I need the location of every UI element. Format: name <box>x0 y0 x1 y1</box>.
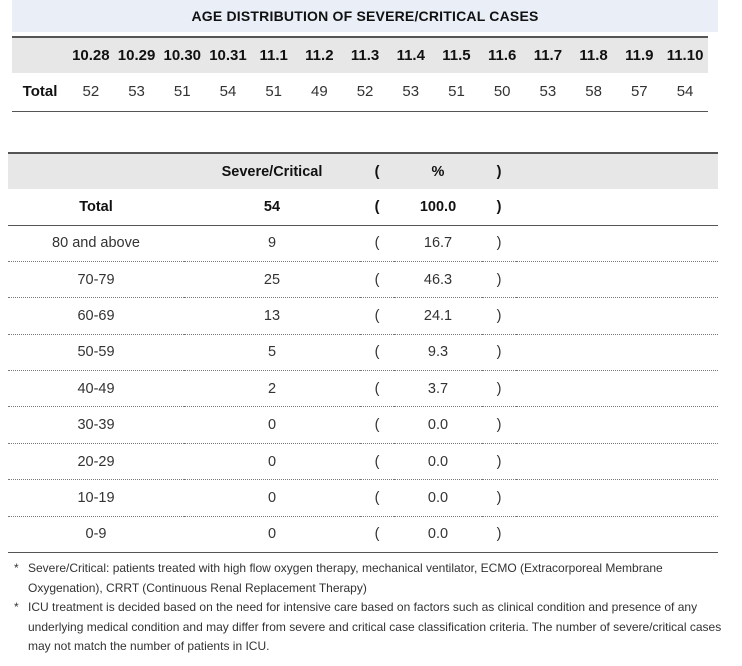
daily-value: 54 <box>219 83 237 101</box>
age-band-count: 0 <box>267 489 277 506</box>
age-band-count: 25 <box>263 271 281 288</box>
date-header: 10.28 <box>72 47 110 64</box>
age-band-label: 50-59 <box>77 344 115 361</box>
date-header: 11.7 <box>533 47 563 64</box>
age-row <box>8 516 718 552</box>
date-header: 11.10 <box>666 47 704 64</box>
footnote-text: ICU treatment is decided based on the need for intensive care based on factors such as clinical condition and presence of any underlying medical condition and may differ from severe and critical case classification criteria. The number of severe/critical cases may not match the number of patients in ICU. <box>28 600 722 653</box>
daily-value: 57 <box>630 83 648 101</box>
age-band-pct: 16.7 <box>423 235 453 252</box>
daily-total-table <box>12 36 708 112</box>
date-header: 11.4 <box>396 47 425 64</box>
date-header: 10.30 <box>163 47 202 64</box>
age-row <box>8 480 718 516</box>
daily-value: 51 <box>173 83 191 101</box>
age-band-label: 80 and above <box>52 235 140 252</box>
open-paren: ( <box>374 271 380 288</box>
daily-value: 58 <box>585 83 602 101</box>
daily-total-row <box>12 73 708 111</box>
age-total-count: 54 <box>263 198 281 215</box>
footnote-asterisk: * <box>14 561 19 575</box>
age-row <box>8 334 718 370</box>
close-paren: ) <box>496 526 502 543</box>
open-paren: ( <box>374 489 380 506</box>
age-band-count: 13 <box>263 307 281 324</box>
close-paren: ) <box>496 271 502 288</box>
age-row <box>8 407 718 443</box>
daily-value: 53 <box>128 83 145 101</box>
daily-header-row <box>12 37 708 73</box>
footnote-icu <box>14 598 726 657</box>
date-header: 11.1 <box>259 47 288 64</box>
daily-value: 53 <box>539 83 557 101</box>
daily-header-corner <box>12 37 68 73</box>
severe-critical-header: Severe/Critical <box>221 163 323 180</box>
footnotes <box>14 559 726 657</box>
daily-value: 53 <box>402 83 420 101</box>
age-total-pct: 100.0 <box>419 198 457 215</box>
daily-value: 49 <box>311 83 328 101</box>
open-paren: ( <box>374 526 380 543</box>
daily-row-label: Total <box>22 83 58 101</box>
age-row <box>8 371 718 407</box>
open-paren: ( <box>374 453 380 470</box>
close-paren-header: ) <box>496 163 502 180</box>
age-band-count: 0 <box>267 526 277 543</box>
age-band-label: 60-69 <box>77 307 115 324</box>
age-band-label: 0-9 <box>85 526 107 543</box>
age-band-pct: 3.7 <box>427 380 449 397</box>
close-paren: ) <box>496 307 502 324</box>
age-band-label: 70-79 <box>77 271 115 288</box>
age-row <box>8 443 718 479</box>
age-band-label: 30-39 <box>77 417 115 434</box>
age-row <box>8 261 718 297</box>
age-row <box>8 225 718 261</box>
age-total-label: Total <box>79 198 113 215</box>
open-paren: ( <box>374 198 380 215</box>
age-band-pct: 24.1 <box>423 307 453 324</box>
daily-value: 51 <box>448 83 465 101</box>
date-header: 10.29 <box>117 47 156 64</box>
age-band-pct: 0.0 <box>427 489 449 506</box>
footnote-definition <box>14 559 726 598</box>
date-header: 11.9 <box>625 47 654 64</box>
open-paren: ( <box>374 380 380 397</box>
age-band-count: 9 <box>267 235 277 252</box>
age-band-label: 40-49 <box>77 380 115 397</box>
close-paren: ) <box>496 380 502 397</box>
date-header: 11.5 <box>442 47 471 64</box>
age-band-pct: 9.3 <box>427 344 449 361</box>
close-paren: ) <box>496 198 502 215</box>
daily-value: 51 <box>265 83 282 101</box>
daily-value: 50 <box>493 83 511 101</box>
age-band-count: 5 <box>267 344 277 361</box>
age-band-pct: 0.0 <box>427 453 449 470</box>
age-band-pct: 0.0 <box>427 526 449 543</box>
close-paren: ) <box>496 235 502 252</box>
age-header-blank <box>8 153 184 189</box>
age-header-row <box>8 153 718 189</box>
age-distribution-table <box>8 152 718 553</box>
close-paren: ) <box>496 417 502 434</box>
date-header: 10.31 <box>209 47 247 64</box>
age-row <box>8 298 718 334</box>
close-paren: ) <box>496 344 502 361</box>
age-band-label: 20-29 <box>77 453 115 470</box>
open-paren-header: ( <box>374 163 380 180</box>
close-paren: ) <box>496 489 502 506</box>
date-header: 11.8 <box>579 47 608 64</box>
age-band-label: 10-19 <box>77 489 115 506</box>
age-band-count: 0 <box>267 453 277 470</box>
open-paren: ( <box>374 307 380 324</box>
age-band-pct: 0.0 <box>427 417 449 434</box>
age-header-filler <box>516 153 718 189</box>
close-paren: ) <box>496 453 502 470</box>
age-band-count: 0 <box>267 417 277 434</box>
age-band-count: 2 <box>267 380 277 397</box>
age-band-pct: 46.3 <box>423 271 453 288</box>
daily-value: 52 <box>82 83 100 101</box>
footnote-asterisk: * <box>14 600 19 614</box>
open-paren: ( <box>374 417 380 434</box>
daily-value: 54 <box>676 83 694 101</box>
open-paren: ( <box>374 235 380 252</box>
daily-value: 52 <box>356 83 374 101</box>
date-header: 11.6 <box>487 47 517 64</box>
date-header: 11.3 <box>350 47 380 64</box>
age-total-row <box>8 189 718 225</box>
page-title: AGE DISTRIBUTION OF SEVERE/CRITICAL CASES <box>12 0 718 32</box>
footnote-text: Severe/Critical: patients treated with high flow oxygen therapy, mechanical ventilator, ECMO (Extracorporeal Membrane Oxygenation), CRRT (Continuous Renal Replacement Therapy) <box>28 561 663 595</box>
percent-header: % <box>431 163 445 180</box>
date-header: 11.2 <box>305 47 334 64</box>
open-paren: ( <box>374 344 380 361</box>
